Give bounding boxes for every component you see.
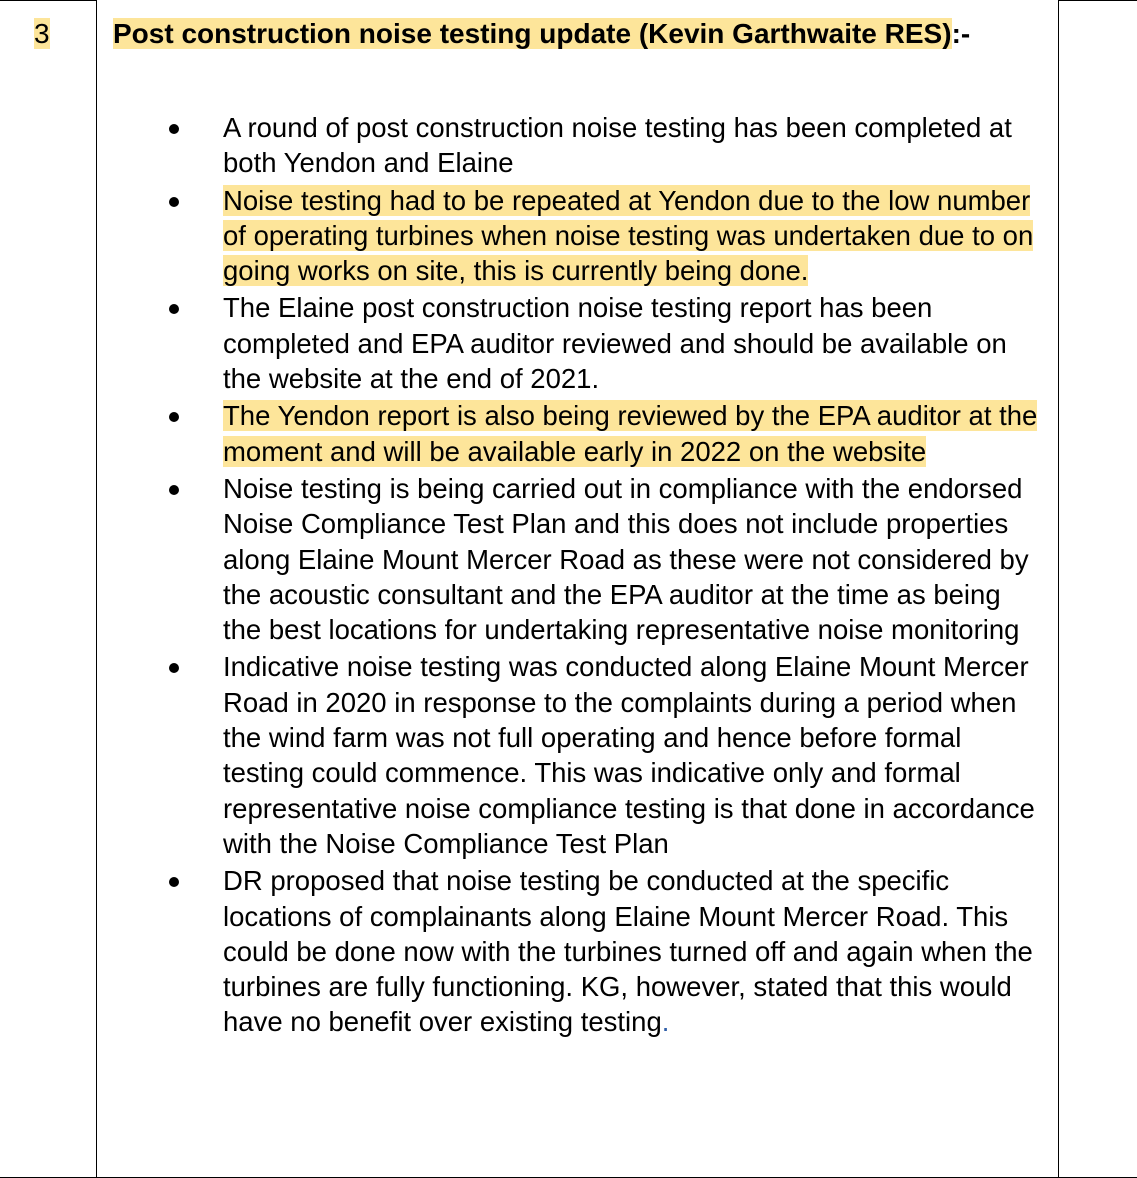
trailing-period: .	[661, 1006, 670, 1038]
bullet-icon	[169, 663, 179, 673]
bullet-icon	[169, 197, 179, 207]
list-item-text-wrap	[223, 863, 1040, 1039]
section-heading-text: Post construction noise testing update (Kevin Garthwaite RES)	[113, 18, 952, 49]
bullet-icon	[169, 124, 179, 134]
list-item	[160, 649, 1040, 861]
table-top-border-left	[0, 0, 96, 1]
section-heading-suffix: :-	[951, 18, 971, 49]
list-item-text-wrap	[223, 471, 1040, 647]
list-item-text: A round of post construction noise testing has been completed at both Yendon and Elaine	[223, 112, 1012, 179]
list-item-text-highlighted: Noise testing had to be repeated at Yendon due to the low number of operating turbines when noise testing was undertaken due to on going works on site, this is currently being done.	[223, 184, 1034, 287]
list-item-text: The Elaine post construction noise testing report has been completed and EPA auditor reviewed and should be available on the website at the end of 2021.	[223, 292, 1007, 395]
bullet-icon	[169, 485, 179, 495]
item-number: 3	[34, 18, 50, 49]
bullet-icon	[169, 412, 179, 422]
item-number-cell	[34, 16, 50, 52]
list-item-text: Noise testing is being carried out in compliance with the endorsed Noise Compliance Test Plan and this does not include properties along Elaine Mount Mercer Road as these were not considered by the acoustic consultant and the EPA auditor at the time as being the best locations for undertaking representative noise monitoring	[223, 472, 1029, 646]
list-item	[160, 471, 1040, 647]
bullet-icon	[169, 877, 179, 887]
list-item	[160, 183, 1040, 289]
list-item-text-wrap	[223, 110, 1040, 181]
column-divider-left	[96, 0, 97, 1178]
list-item-text-wrap	[223, 649, 1040, 861]
list-item-text: Indicative noise testing was conducted along Elaine Mount Mercer Road in 2020 in response to the complaints during a period when the wind farm was not full operating and hence before formal testing could commence. This was indicative only and formal representative noise compliance testing is that done in accordance with the Noise Compliance Test Plan	[223, 651, 1035, 859]
bullet-list	[160, 110, 1040, 1042]
list-item-text-highlighted: The Yendon report is also being reviewed by the EPA auditor at the moment and will be available early in 2022 on the website	[223, 400, 1038, 467]
list-item	[160, 290, 1040, 396]
list-item-text: DR proposed that noise testing be conducted at the specific locations of complainants along Elaine Mount Mercer Road. This could be done now with the turbines turned off and again when the turbines are fully functioning. KG, however, stated that this would have no benefit over existing testing	[223, 865, 1033, 1038]
list-item	[160, 110, 1040, 181]
list-item-text-wrap	[223, 183, 1040, 289]
section-heading	[113, 16, 970, 52]
list-item	[160, 863, 1040, 1039]
list-item-text-wrap	[223, 290, 1040, 396]
list-item	[160, 398, 1040, 469]
bullet-icon	[169, 304, 179, 314]
list-item-text-wrap	[223, 398, 1040, 469]
column-divider-right	[1058, 0, 1059, 1178]
table-top-border-right	[1058, 0, 1137, 1]
